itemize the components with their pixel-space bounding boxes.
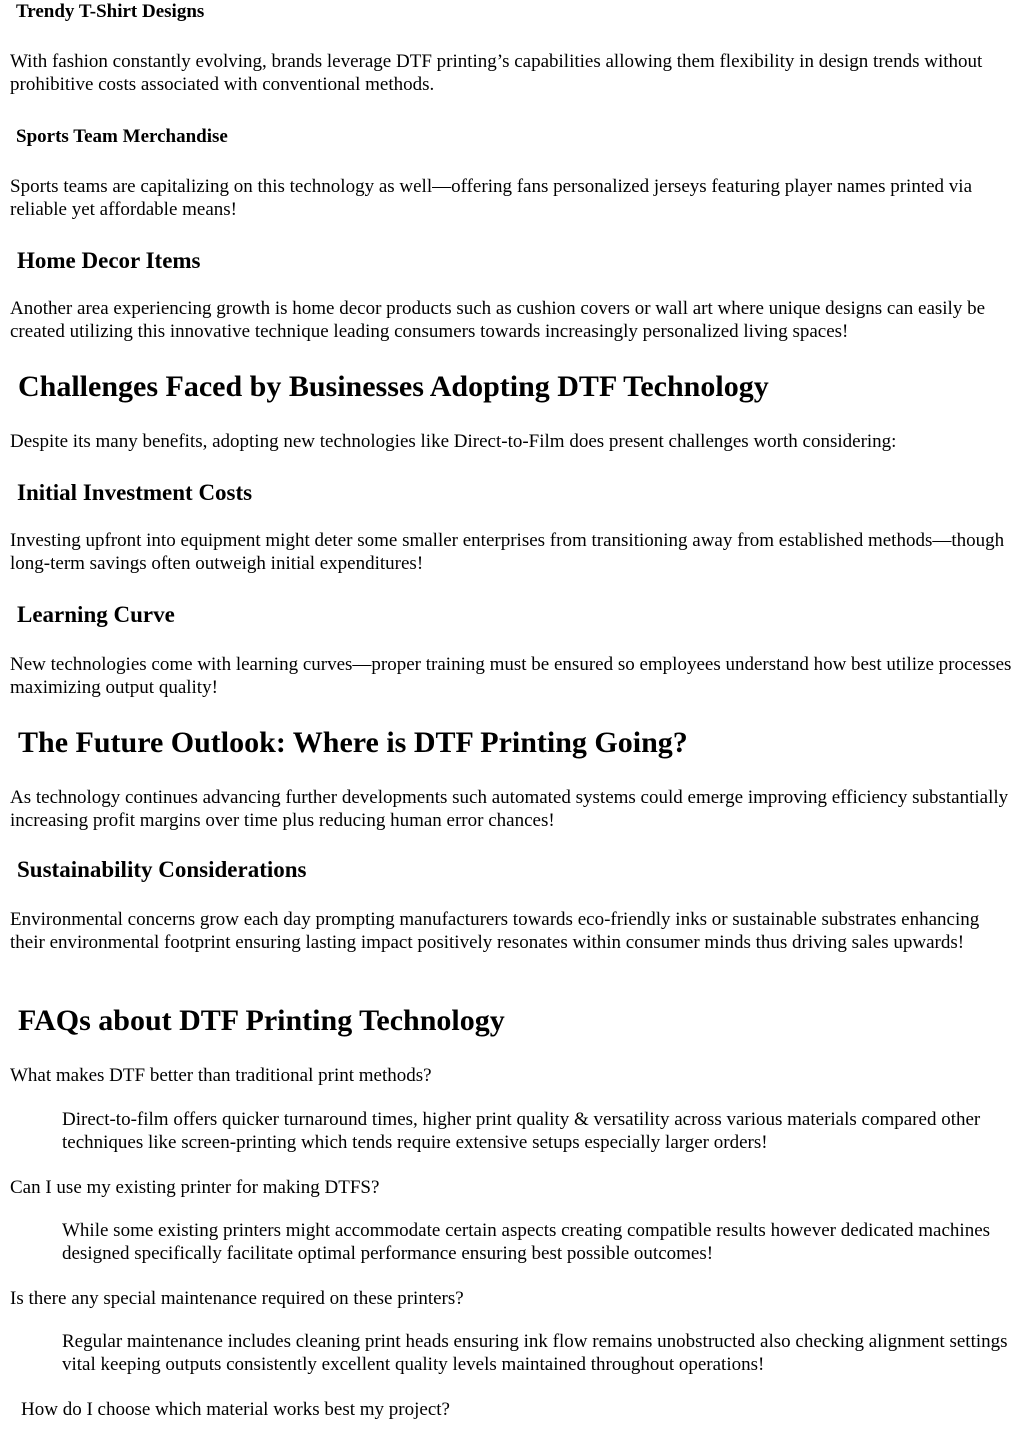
paragraph-challenges: Despite its many benefits, adopting new technologies like Direct-to-Film does present challenges worth considering: [10, 431, 897, 452]
paragraph-future-outlook: As technology continues advancing further developments such automated systems could emerge improving efficiency substantially increasing profit margins over time plus reducing human error chances! [10, 787, 1009, 831]
heading-learning-curve: Learning Curve [17, 602, 175, 627]
paragraph-home-decor-items: Another area experiencing growth is home decor products such as cushion covers or wall art where unique designs can easily be created utilizing this innovative technique leading consumers towards increasingly personalized living spaces! [10, 298, 986, 342]
paragraph-sustainability: Environmental concerns grow each day prompting manufacturers towards eco-friendly inks or sustainable substrates enhancing their environmental footprint ensuring lasting impact positively resonates within consumer minds thus driving sales upwards! [10, 909, 980, 953]
heading-faqs: FAQs about DTF Printing Technology [18, 1004, 505, 1037]
heading-future-outlook: The Future Outlook: Where is DTF Printing Going? [18, 726, 688, 759]
paragraph-initial-investment-costs: Investing upfront into equipment might deter some smaller enterprises from transitioning away from established methods—though long-term savings often outweigh initial expenditures! [10, 530, 1005, 574]
faq-answer: Regular maintenance includes cleaning print heads ensuring ink flow remains unobstructed also checking alignment settings vital keeping outputs consistently excellent quality levels maintained throughout operations! [62, 1331, 1008, 1375]
heading-initial-investment-costs: Initial Investment Costs [17, 480, 253, 505]
paragraph-trendy-tshirt-designs: With fashion constantly evolving, brands leverage DTF printing’s capabilities allowing them flexibility in design trends without prohibitive costs associated with conventional methods. [10, 51, 983, 95]
faq-question: Can I use my existing printer for making DTFS? [10, 1177, 380, 1198]
heading-challenges: Challenges Faced by Businesses Adopting DTF Technology [18, 370, 769, 403]
faq-question: What makes DTF better than traditional print methods? [10, 1065, 432, 1086]
paragraph-learning-curve: New technologies come with learning curves—proper training must be ensured so employees understand how best utilize processes maximizing output quality! [10, 654, 1012, 698]
faq-question: How do I choose which material works best my project? [21, 1399, 450, 1420]
heading-home-decor-items: Home Decor Items [17, 248, 201, 273]
faq-question: Is there any special maintenance required on these printers? [10, 1288, 464, 1309]
heading-sustainability: Sustainability Considerations [17, 857, 307, 882]
faq-answer: While some existing printers might accommodate certain aspects creating compatible results however dedicated machines designed specifically facilitate optimal performance ensuring best possible outcomes! [62, 1220, 991, 1264]
heading-sports-team-merchandise: Sports Team Merchandise [16, 126, 228, 147]
paragraph-sports-team-merchandise: Sports teams are capitalizing on this technology as well—offering fans personalized jerseys featuring player names printed via reliable yet affordable means! [10, 176, 973, 220]
faq-answer: Direct-to-film offers quicker turnaround times, higher print quality & versatility across various materials compared other techniques like screen-printing which tends require extensive setups especially larger orders! [62, 1109, 981, 1153]
heading-trendy-tshirt-designs: Trendy T-Shirt Designs [16, 1, 205, 22]
